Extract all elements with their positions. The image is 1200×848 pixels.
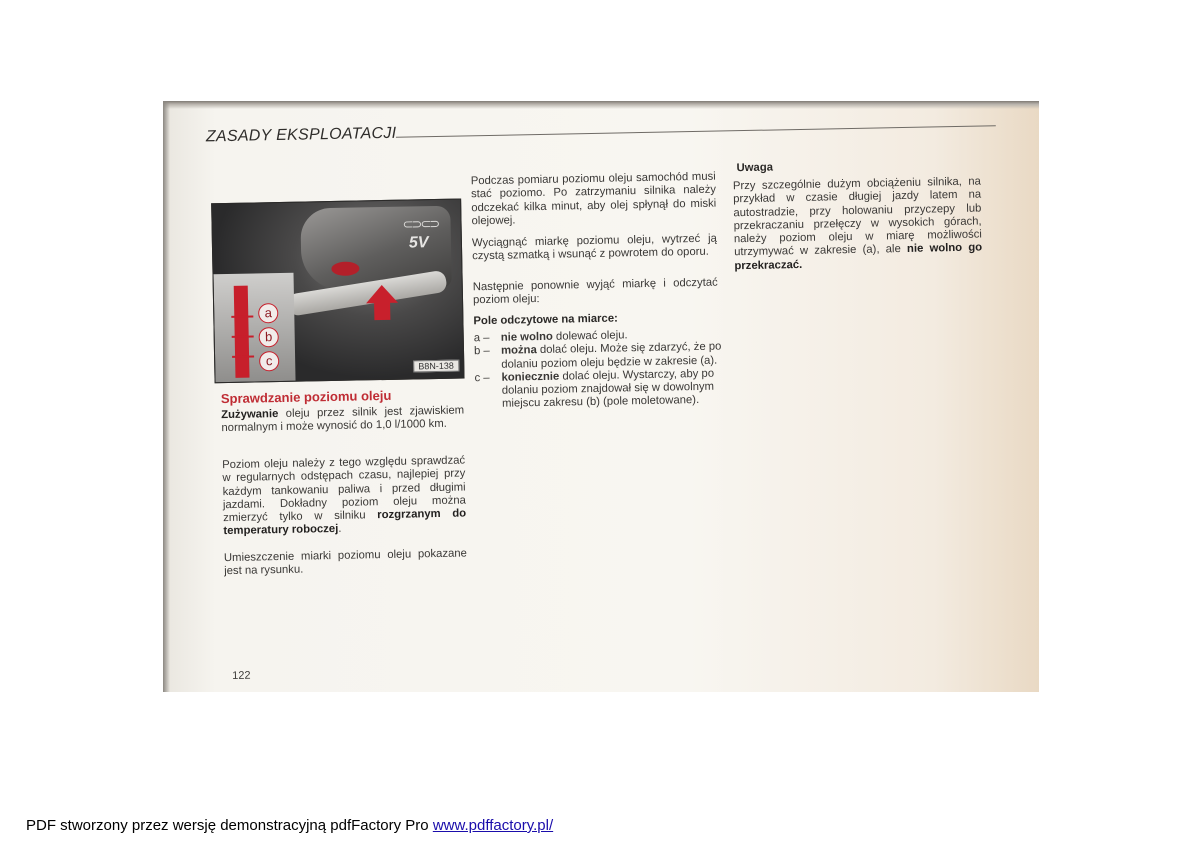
manual-page [163, 101, 1039, 692]
list-text: dolać oleju. Wystarczy, aby po dolaniu poziom znajdował się w dowolnym miejscu zakresu (b) (pole moletowane). [501, 367, 715, 411]
paragraph-text: oleju przez silnik jest zjawiskiem normalnym i może wynosić do 1,0 l/1000 km. [221, 404, 465, 435]
paragraph-text: Przy szczególnie dużym obciążeniu silnika, na przykład w czasie długiej jazdy latem na autostradzie, przy holowaniu przyczepy lub przekraczaniu przełęczy w wysokich górach, należy poziom oleju w miarę możliwości utrzymywać w zakresie (a), ale [732, 175, 982, 259]
subheading-dipstick-fields: Pole odczytowe na miarce: [473, 312, 618, 328]
bold-term: można [500, 344, 537, 358]
paragraph-text: . [338, 523, 342, 536]
section-title: ZASADY EKSPLOATACJI [205, 124, 397, 146]
paragraph-dipstick-location: Umieszczenie miarki poziomu oleju pokazane jest na rysunku. [223, 547, 468, 578]
gauge-mark [232, 355, 254, 357]
list-text: dolewać oleju. [552, 329, 628, 343]
logo-rings: ⊂⊃⊂⊃ [402, 215, 439, 232]
bold-term: rozgrzanym do temperatury roboczej [223, 507, 467, 538]
dipstick-field-list [474, 328, 723, 413]
header-rule [396, 125, 996, 138]
engine-badge: 5V [408, 234, 429, 252]
paragraph-text: Poziom oleju należy z tego względu sprawdzać w regularnych odstępach czasu, najlepiej przy każdym tankowaniu paliwa i przed długimi jazdami. Dokładny poziom oleju można zmierzyć tylko w silniku [222, 454, 466, 525]
note-heading: Uwaga [736, 161, 774, 175]
bold-term: Zużywanie [221, 408, 279, 422]
bold-term: koniecznie [501, 370, 560, 384]
pdf-footer [26, 817, 553, 834]
list-text: dolać oleju. Może się zdarzyć, że po dolaniu poziom oleju będzie w zakresie (a). [501, 340, 722, 371]
engine-photo [211, 198, 464, 383]
footer-link[interactable]: www.pdffactory.pl/ [432, 817, 554, 834]
list-key: a – [473, 331, 490, 345]
marker-a: a [258, 303, 278, 323]
paragraph-level-measurement: Podczas pomiaru poziomu oleju samochód musi stać poziomo. Po zatrzymaniu silnika należy odczekać kilka minut, aby olej spłynął do miski olejowej. [470, 170, 717, 228]
page-number: 122 [232, 669, 251, 682]
bold-term: nie wolno [500, 330, 553, 344]
paragraph-check-interval [222, 454, 466, 538]
note-text [733, 176, 983, 274]
figure-code: B8N-138 [413, 360, 459, 373]
marker-c: c [259, 351, 279, 371]
gauge-mark [232, 336, 254, 338]
paragraph-consumption [221, 404, 464, 435]
list-key: b – [473, 345, 490, 358]
paragraph-read-level: Następnie ponownie wyjąć miarkę i odczytać poziom oleju: [472, 276, 718, 307]
scanned-page [163, 101, 1039, 692]
dipstick-gauge [234, 286, 250, 378]
arrow-up-icon [366, 285, 398, 304]
list-key: c – [474, 371, 490, 385]
paragraph-pull-dipstick: Wyciągnąć miarkę poziomu oleju, wytrzeć ją czystą szmatką i wsunąć z powrotem do oporu. [471, 232, 718, 263]
footer-text: PDF stworzony przez wersję demonstracyjną pdfFactory Pro [26, 817, 433, 834]
marker-b: b [259, 327, 279, 347]
gauge-mark [231, 316, 253, 318]
arrow-stem [374, 302, 390, 320]
dipstick-inset [213, 273, 295, 383]
list-item [474, 367, 723, 412]
section-heading: Sprawdzanie poziomu oleju [220, 387, 392, 407]
bold-term: nie wolno go przekraczać. [734, 241, 983, 273]
